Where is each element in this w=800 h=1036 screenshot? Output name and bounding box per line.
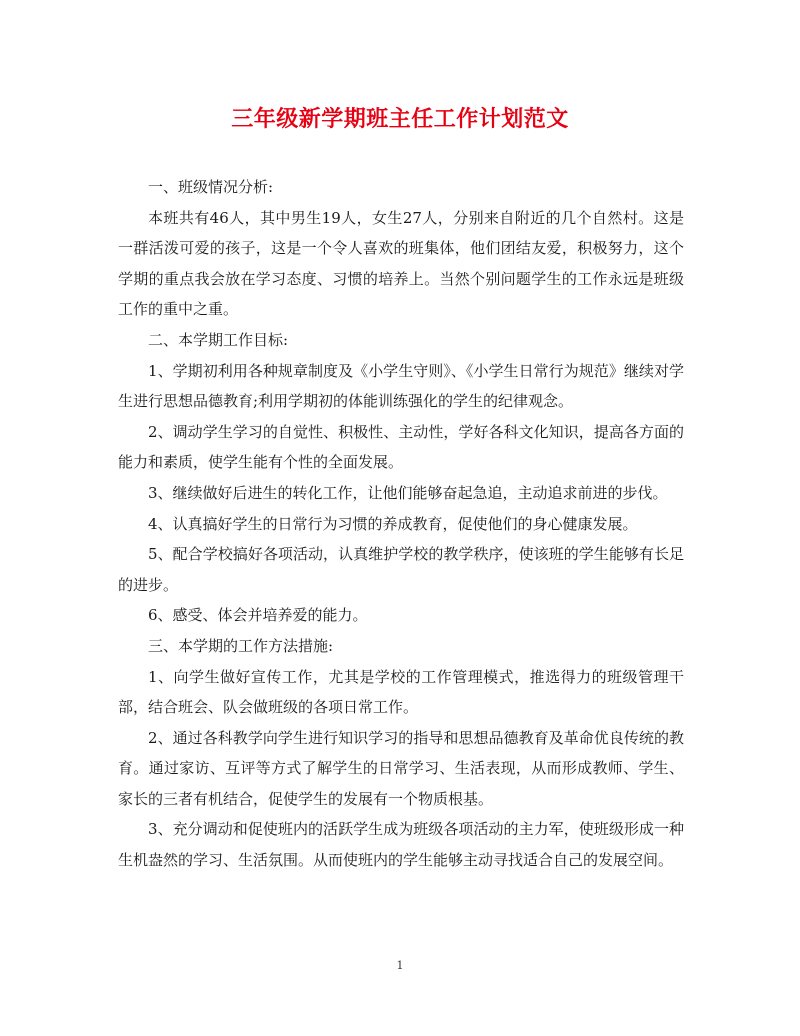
method-item-3: 3、充分调动和促使班内的活跃学生成为班级各项活动的主力军，使班级形成一种生机盎然的学习、生活氛围。从而使班内的学生能够主动寻找适合自己的发展空间。 xyxy=(118,820,684,870)
method-item-2: 2、通过各科教学向学生进行知识学习的指导和思想品德教育及革命优良传统的教育。通过家访、互评等方式了解学生的日常学习、生活表现，从而形成教师、学生、家长的三者有机结合，促使学生的发展有一个物质根基。 xyxy=(118,728,684,808)
goal-item-3: 3、继续做好后进生的转化工作，让他们能够奋起急追，主动追求前进的步伐。 xyxy=(148,483,668,502)
paragraph-class-overview: 本班共有46人，其中男生19人，女生27人，分别来自附近的几个自然村。这是一群活泼可爱的孩子，这是一个令人喜欢的班集体，他们团结友爱，积极努力，这个学期的重点我会放在学习态度、习惯的培养上。当然个别问题学生的工作永远是班级工作的重中之重。 xyxy=(118,208,684,319)
document-title: 三年级新学期班主任工作计划范文 xyxy=(231,106,569,132)
section-heading-class-analysis: 一、班级情况分析: xyxy=(148,178,274,196)
goal-item-1: 1、学期初利用各种规章制度及《小学生守则》、《小学生日常行为规范》继续对学生进行思想品德教育;利用学期初的体能训练强化的学生的纪律观念。 xyxy=(118,361,684,411)
document-body xyxy=(118,172,684,876)
goal-item-4: 4、认真搞好学生的日常行为习惯的养成教育，促使他们的身心健康发展。 xyxy=(148,514,638,533)
page-number: 1 xyxy=(396,959,404,972)
goal-item-6: 6、感受、体会并培养爱的能力。 xyxy=(148,606,368,625)
method-item-1: 1、向学生做好宣传工作，尤其是学校的工作管理模式，推选得力的班级管理干部，结合班会、队会做班级的各项日常工作。 xyxy=(118,667,684,717)
section-heading-methods: 三、本学期的工作方法措施: xyxy=(148,636,334,655)
goal-item-2: 2、调动学生学习的自觉性、积极性、主动性，学好各科文化知识，提高各方面的能力和素质，使学生能有个性的全面发展。 xyxy=(118,422,684,472)
section-heading-work-goals: 二、本学期工作目标: xyxy=(148,330,289,349)
goal-item-5: 5、配合学校搞好各项活动，认真维护学校的教学秩序，使该班的学生能够有长足的进步。 xyxy=(118,545,684,594)
